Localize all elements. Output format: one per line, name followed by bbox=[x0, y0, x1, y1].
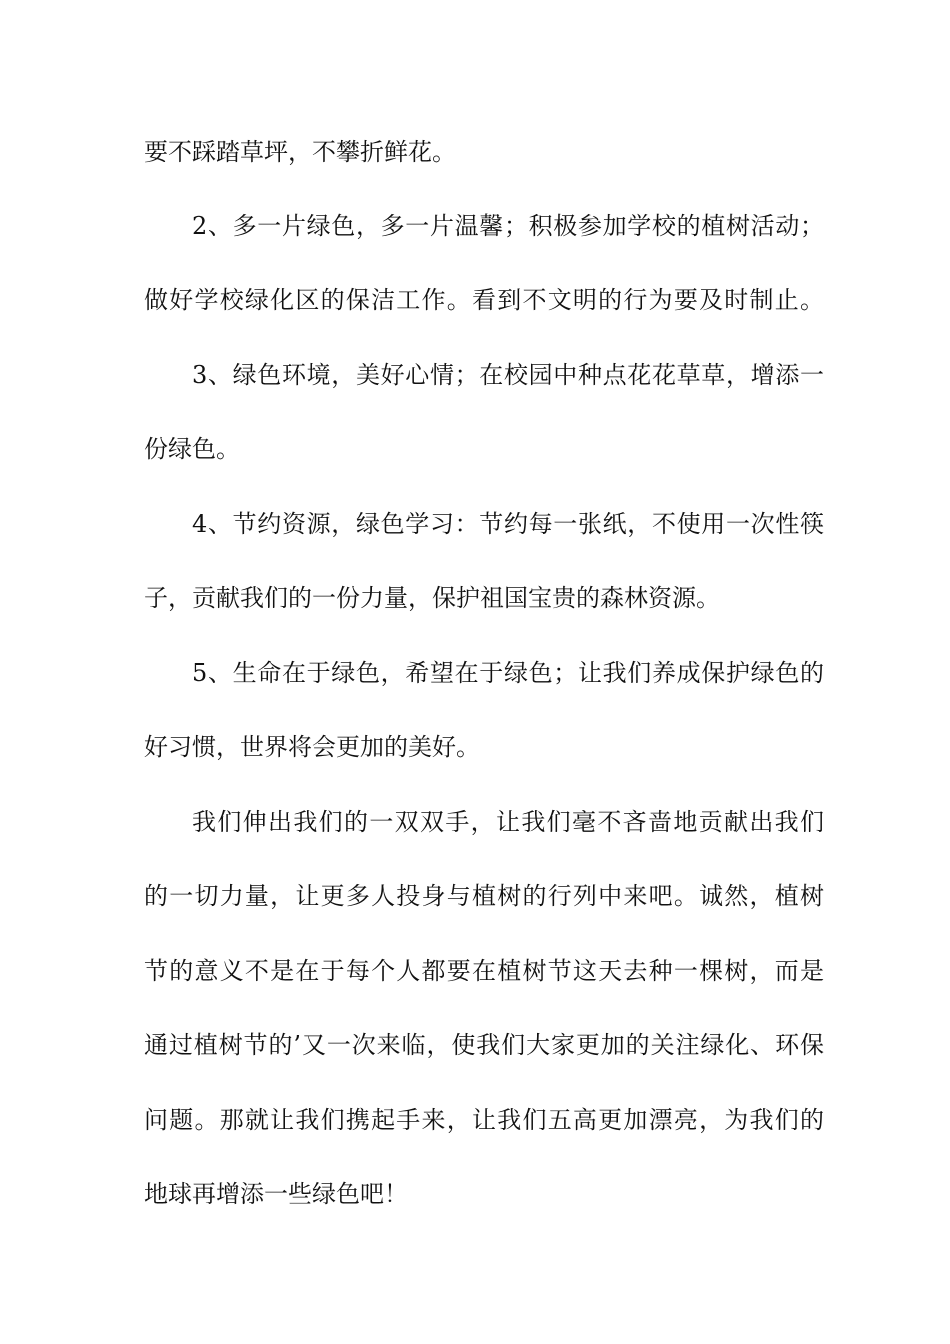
text-line: 通过植树节的’又一次来临，使我们大家更加的关注绿化、环保 bbox=[144, 1031, 824, 1059]
text-line: 要不踩踏草坪，不攀折鲜花。 bbox=[144, 138, 456, 166]
text-line: 份绿色。 bbox=[144, 435, 240, 463]
text-line: 做好学校绿化区的保洁工作。看到不文明的行为要及时制止。 bbox=[144, 286, 824, 314]
text-line: 的一切力量，让更多人投身与植树的行列中来吧。诚然，植树 bbox=[144, 882, 824, 910]
text-line: 4、节约资源，绿色学习：节约每一张纸，不使用一次性筷 bbox=[192, 510, 824, 538]
text-line: 好习惯，世界将会更加的美好。 bbox=[144, 733, 480, 761]
text-line: 5、生命在于绿色，希望在于绿色；让我们养成保护绿色的 bbox=[192, 659, 824, 687]
text-line: 3、绿色环境，美好心情；在校园中种点花花草草，增添一 bbox=[192, 361, 824, 389]
text-line: 2、多一片绿色，多一片温馨；积极参加学校的植树活动； bbox=[192, 212, 824, 240]
text-line: 子，贡献我们的一份力量，保护祖国宝贵的森林资源。 bbox=[144, 584, 720, 612]
text-line: 我们伸出我们的一双双手，让我们毫不吝啬地贡献出我们 bbox=[192, 808, 824, 836]
text-line: 地球再增添一些绿色吧！ bbox=[144, 1180, 408, 1208]
text-line: 问题。那就让我们携起手来，让我们五高更加漂亮，为我们的 bbox=[144, 1106, 824, 1134]
text-line: 节的意义不是在于每个人都要在植树节这天去种一棵树，而是 bbox=[144, 957, 824, 985]
